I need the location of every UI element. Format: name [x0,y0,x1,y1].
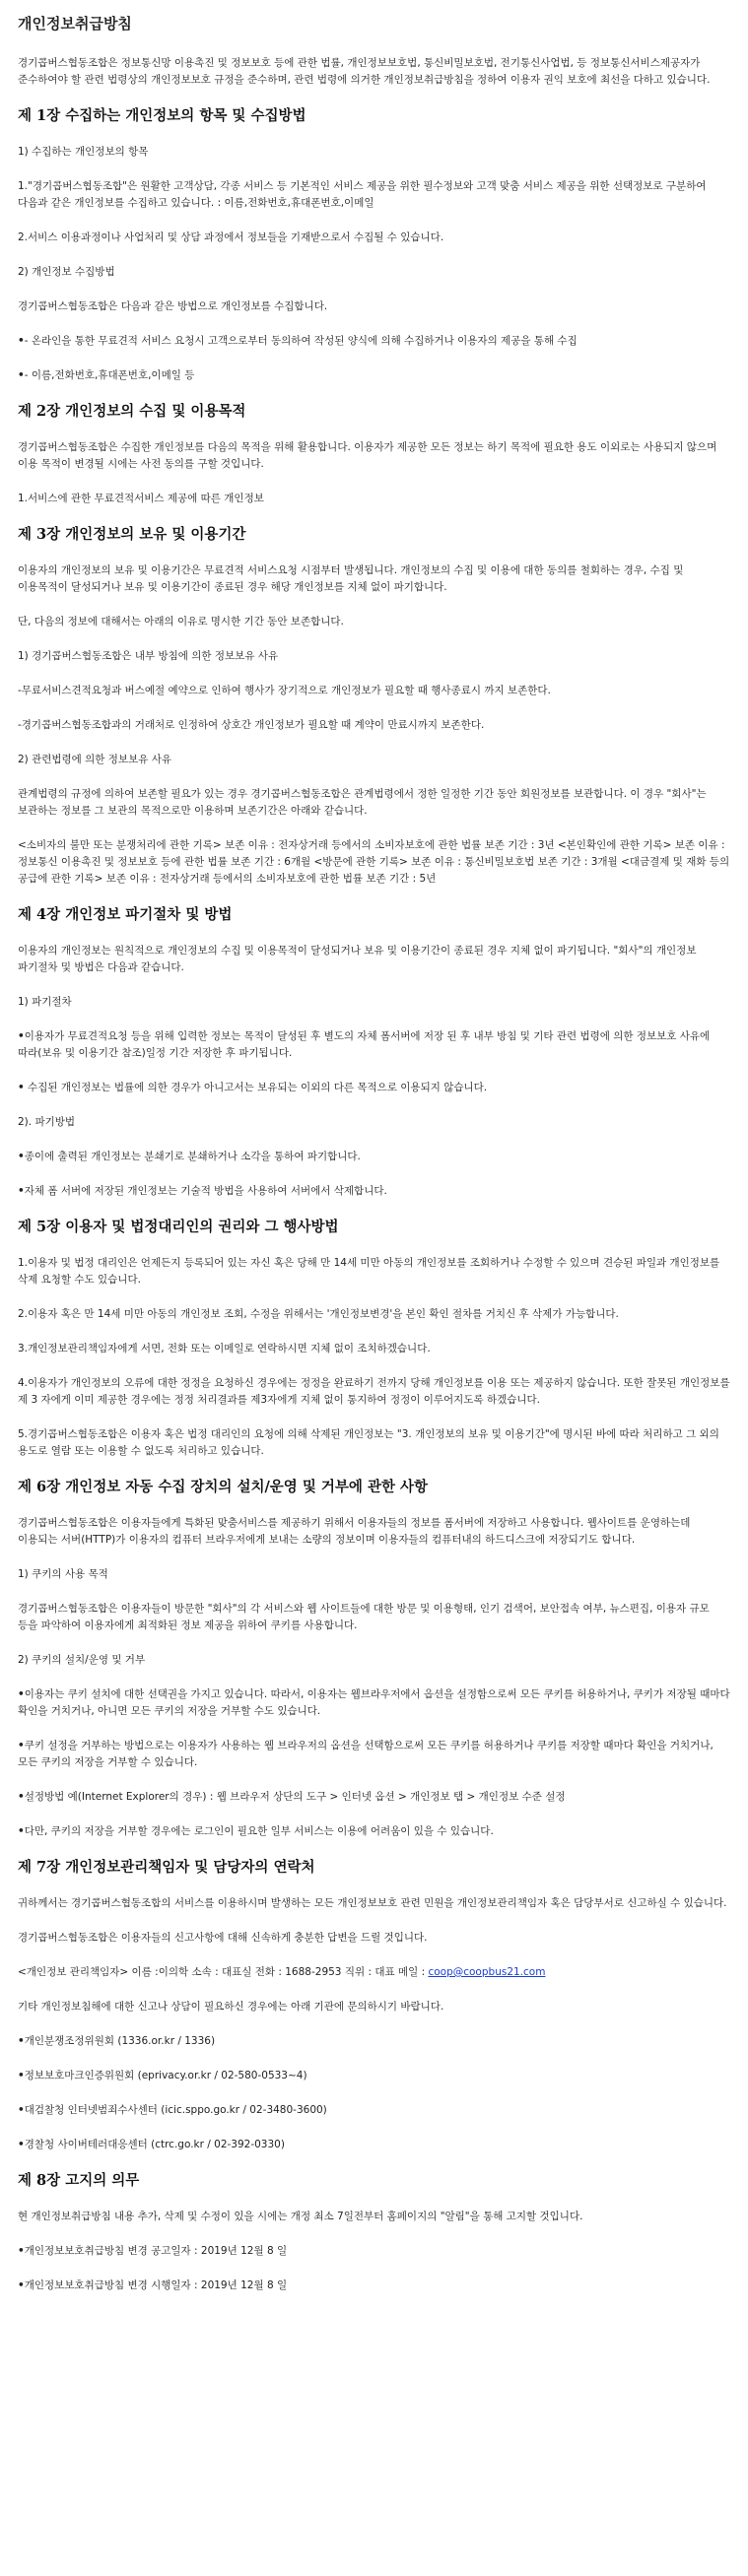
bullet-icon: • [18,1688,25,1700]
bullet-item [18,2243,730,2260]
bullet-text: 수집된 개인정보는 법률에 의한 경우가 아니고서는 보유되는 이외의 다른 목적으로 이용되지 않습니다. [24,1082,488,1093]
paragraph: 3.개인정보관리책임자에게 서면, 전화 또는 이메일로 연락하시면 지체 없이 조치하겠습니다. [18,1343,431,1354]
paragraph: 2) 관련법령에 의한 정보보유 사유 [18,754,171,765]
bullet-text: 다만, 쿠키의 저장을 거부할 경우에는 로그인이 필요한 일부 서비스는 이용에 어려움이 있을 수 있습니다. [24,1825,494,1837]
bullet-item [18,1080,730,1096]
paragraph: 2) 개인정보 수집방법 [18,266,115,278]
bullet-icon: • [18,1082,25,1093]
paragraph: 1) 경기콥버스협동조합은 내부 방침에 의한 정보보유 사유 [18,650,279,662]
paragraph: 경기콥버스협동조합은 이용자들에게 특화된 맞춤서비스를 제공하기 위해서 이용자들의 정보를 폼서버에 저장하고 사용합니다. 웹사이트를 운영하는데 이용되는 서버(HTTP)가 이용자의 컴퓨터 브라우저에게 보내는 소량의 정보이며 이용자들의 컴퓨터내의 하드디스크에 저장되기도 합니다. [18,1517,691,1546]
bullet-icon: • [18,1151,25,1162]
bullet-item [18,2102,730,2119]
paragraph: 1.서비스에 관한 무료견적서비스 제공에 따른 개인정보 [18,493,264,504]
paragraph: -무료서비스견적요청과 버스예절 예약으로 인하여 행사가 장기적으로 개인정보가 필요할 때 행사종료시 까지 보존한다. [18,685,551,696]
paragraph: 경기콥버스협동조합은 이용자들의 신고사항에 대해 신속하게 충분한 답변을 드릴 것입니다. [18,1932,428,1944]
bullet-icon: • [18,1791,25,1803]
section-heading: 제 8장 고지의 의무 [18,2172,140,2189]
paragraph: 1) 파기절차 [18,996,72,1008]
bullet-icon: • [18,2035,25,2047]
bullet-text: 이용자는 쿠키 설치에 대한 선택권을 가지고 있습니다. 따라서, 이용자는 웹브라우저에서 옵션을 설정함으로써 모든 쿠키를 허용하거나, 쿠키가 저장될 때마다 확인을 거치거나, 아니면 모든 쿠키의 저장을 거부할 수도 있습니다. [18,1688,730,1717]
section-heading: 제 5장 이용자 및 법정대리인의 권리와 그 행사방법 [18,1219,339,1235]
section-heading: 제 6장 개인정보 자동 수집 장치의 설치/운영 및 거부에 관한 사항 [18,1479,429,1495]
paragraph: 2.서비스 이용과정이나 사업처리 및 상담 과정에서 정보들을 기재받으로서 수집될 수 있습니다. [18,231,444,243]
bullet-text: 개인정보보호취급방침 변경 공고일자 : 2019년 12월 8 일 [24,2245,288,2257]
paragraph: 경기콥버스협동조합은 이용자들이 방문한 "회사"의 각 서비스와 웹 사이트들에 대한 방문 및 이용형태, 인기 검색어, 보안접속 여부, 뉴스편집, 이용자 규모 등을 파악하여 이용자에게 최적화된 정보 제공을 위하여 쿠키를 사용합니다. [18,1603,710,1631]
bullet-item [18,1686,730,1720]
bullet-text: 경찰청 사이버테러대응센터 (ctrc.go.kr / 02-392-0330) [24,2139,285,2150]
bullet-text: 종이에 출력된 개인정보는 분쇄기로 분쇄하거나 소각을 통하여 파기합니다. [24,1151,361,1162]
bullet-text: 개인정보보호취급방침 변경 시행일자 : 2019년 12월 8 일 [24,2279,288,2291]
bullet-icon: • [18,1030,25,1042]
email-link[interactable]: coop@coopbus21.com [428,1966,546,1978]
section-heading: 제 7장 개인정보관리책임자 및 담당자의 연락처 [18,1859,315,1876]
bullet-text: 대검찰청 인터넷범죄수사센터 (icic.sppo.go.kr / 02-3480-3600) [24,2104,327,2116]
paragraph: 1) 쿠키의 사용 목적 [18,1568,108,1580]
bullet-text: 이용자가 무료견적요청 등을 위해 입력한 정보는 목적이 달성된 후 별도의 자체 폼서버에 저장 된 후 내부 방침 및 기타 관련 법령에 의한 정보보호 사유에 따라(보유 및 이용기간 참조)일정 기간 저장한 후 파기됩니다. [18,1030,711,1059]
bullet-item [18,2278,730,2294]
paragraph: 2). 파기방법 [18,1116,76,1128]
bullet-item [18,1738,730,1771]
bullet-item [18,333,730,350]
paragraph: 경기콥버스협동조합은 수집한 개인정보를 다음의 목적을 위해 활용합니다. 이용자가 제공한 모든 정보는 하기 목적에 필요한 용도 이외로는 사용되지 않으며 이용 목적이 변경될 시에는 사전 동의를 구할 것입니다. [18,441,717,470]
bullet-text: 자체 폼 서버에 저장된 개인정보는 기술적 방법을 사용하여 서버에서 삭제합니다. [24,1185,387,1197]
paragraph: 1) 수집하는 개인정보의 항목 [18,146,149,158]
policy-body [18,55,730,2294]
paragraph: -경기콥버스협동조합과의 거래처로 인정하여 상호간 개인정보가 필요할 때 계약이 만료시까지 보존한다. [18,719,485,731]
bullet-text: 개인분쟁조정위원회 (1336.or.kr / 1336) [24,2035,216,2047]
paragraph: 현 개인정보취급방침 내용 추가, 삭제 및 수정이 있을 시에는 개정 최소 7일전부터 홈페이지의 "알림"을 통해 고지할 것입니다. [18,2211,583,2222]
bullet-icon: • [18,2070,25,2081]
contact-line [18,1964,730,1981]
bullet-item [18,1789,730,1806]
bullet-icon: • [18,2279,25,2291]
paragraph: 2.이용자 혹은 만 14세 미만 아동의 개인정보 조회, 수정을 위해서는 '개인정보변경'을 본인 확인 절차를 거치신 후 삭제가 가능합니다. [18,1308,619,1320]
bullet-item [18,2033,730,2050]
page-title: 개인정보취급방침 [18,15,132,33]
bullet-icon: • [18,2104,25,2116]
paragraph: 이용자의 개인정보는 원칙적으로 개인정보의 수집 및 이용목적이 달성되거나 보유 및 이용기간이 종료된 경우 지체 없이 파기됩니다. "회사"의 개인정보 파기절차 및 방법은 다음과 같습니다. [18,945,697,973]
paragraph: 1."경기콥버스협동조합"은 원활한 고객상담, 각종 서비스 등 기본적인 서비스 제공을 위한 필수정보와 고객 맞춤 서비스 제공을 위한 선택정보로 구분하여 다음과 같은 개인정보를 수집하고 있습니다. : 이름,전화번호,휴대폰번호,이메일 [18,180,707,209]
bullet-icon: • [18,335,25,347]
paragraph: <소비자의 불만 또는 분쟁처리에 관한 기록> 보존 이유 : 전자상거래 등에서의 소비자보호에 관한 법률 보존 기간 : 3년 <본인확인에 관한 기록> 보존 이유 : 정보통신 이용촉진 및 정보보호 등에 관한 법률 보존 기간 : 6개월 <방문에 관한 기록> 보존 이유 : 통신비밀보호법 보존 기간 : 3개월 <대금결제 및 재화 등의 공급에 관한 기록> 보존 이유 : 전자상거래 등에서의 소비자보호에 관한 법률 보존 기간 : 5년 [18,839,730,885]
bullet-item [18,367,730,384]
bullet-icon: • [18,2139,25,2150]
paragraph: 이용자의 개인정보의 보유 및 이용기간은 무료견적 서비스요청 시점부터 발생됩니다. 개인정보의 수집 및 이용에 대한 동의를 철회하는 경우, 수집 및 이용목적이 달성되거나 보유 및 이용기간이 종료된 경우 해당 개인정보를 지체 없이 파기합니다. [18,564,684,593]
bullet-icon: • [18,2245,25,2257]
paragraph: 관계법령의 규정에 의하여 보존할 필요가 있는 경우 경기콥버스협동조합은 관계법령에서 정한 일정한 기간 동안 회원정보를 보관합니다. 이 경우 "회사"는 보관하는 정보를 그 보관의 목적으로만 이용하며 보존기간은 아래와 같습니다. [18,788,707,817]
bullet-item [18,1149,730,1165]
paragraph: 단, 다음의 정보에 대해서는 아래의 이유로 명시한 기간 동안 보존합니다. [18,616,344,627]
bullet-icon: • [18,1185,25,1197]
paragraph: 5.경기콥버스협동조합은 이용자 혹은 법정 대리인의 요청에 의해 삭제된 개인정보는 "3. 개인정보의 보유 및 이용기간"에 명시된 바에 따라 처리하고 그 외의 용도로 열람 또는 이용할 수 없도록 처리하고 있습니다. [18,1428,719,1457]
section-heading: 제 4장 개인정보 파기절차 및 방법 [18,906,233,923]
section-heading: 제 1장 수집하는 개인정보의 항목 및 수집방법 [18,107,306,124]
privacy-policy-document [18,14,730,2312]
section-heading: 제 3장 개인정보의 보유 및 이용기간 [18,526,246,543]
bullet-text: 정보보호마크인증위원회 (eprivacy.or.kr / 02-580-0533~4) [24,2070,307,2081]
contact-text: <개인정보 관리책임자> 이름 :이의학 소속 : 대표실 전화 : 1688-2953 직위 : 대표 메일 : [18,1966,429,1978]
paragraph: 기타 개인정보침해에 대한 신고나 상담이 필요하신 경우에는 아래 기관에 문의하시기 바랍니다. [18,2001,444,2013]
section-heading: 제 2장 개인정보의 수집 및 이용목적 [18,403,246,420]
bullet-item [18,2137,730,2153]
bullet-text: 설정방법 예(Internet Explorer의 경우) : 웹 브라우저 상단의 도구 > 인터넷 옵션 > 개인정보 탭 > 개인정보 수준 설정 [24,1791,566,1803]
bullet-icon: • [18,1740,25,1751]
bullet-item [18,1823,730,1840]
bullet-text: 쿠키 설정을 거부하는 방법으로는 이용자가 사용하는 웹 브라우저의 옵션을 선택함으로써 모든 쿠키를 허용하거나 쿠키를 저장할 때마다 확인을 거치거나, 모든 쿠키의 저장을 거부할 수 있습니다. [18,1740,714,1768]
paragraph: 4.이용자가 개인정보의 오류에 대한 정정을 요청하신 경우에는 정정을 완료하기 전까지 당해 개인정보를 이용 또는 제공하지 않습니다. 또한 잘못된 개인정보를 제 3 자에게 이미 제공한 경우에는 정정 처리결과를 제3자에게 지체 없이 통지하여 정정이 이루어지도록 하겠습니다. [18,1377,730,1406]
paragraph: 1.이용자 및 법정 대리인은 언제든지 등록되어 있는 자신 혹은 당해 만 14세 미만 아동의 개인정보를 조회하거나 수정할 수 있으며 견승된 파일과 개인정보를 삭제 요청할 수도 있습니다. [18,1257,720,1286]
bullet-item [18,1028,730,1062]
paragraph: 귀하께서는 경기콥버스협동조합의 서비스를 이용하시며 발생하는 모든 개인정보보호 관련 민원을 개인정보관리책임자 혹은 담당부서로 신고하실 수 있습니다. [18,1897,727,1909]
bullet-icon: • [18,369,25,381]
bullet-item [18,1183,730,1200]
paragraph: 경기콥버스협동조합은 다음과 같은 방법으로 개인정보를 수집합니다. [18,300,328,312]
paragraph: 경기콥버스협동조합은 정보통신망 이용촉진 및 정보보호 등에 관한 법률, 개인정보보호법, 통신비밀보호법, 전기통신사업법, 등 정보통신서비스제공자가 준수하여야 할 관련 법령상의 개인정보보호 규정을 준수하며, 관련 법령에 의거한 개인정보취급방침을 정하여 이용자 권익 보호에 최선을 다하고 있습니다. [18,57,711,86]
bullet-text: - 온라인을 통한 무료견적 서비스 요청시 고객으로부터 동의하여 작성된 양식에 의해 수집하거나 이용자의 제공을 통해 수집 [24,335,578,347]
paragraph: 2) 쿠키의 설치/운영 및 거부 [18,1654,146,1666]
bullet-item [18,2068,730,2084]
bullet-icon: • [18,1825,25,1837]
bullet-text: - 이름,전화번호,휴대폰번호,이메일 등 [24,369,195,381]
